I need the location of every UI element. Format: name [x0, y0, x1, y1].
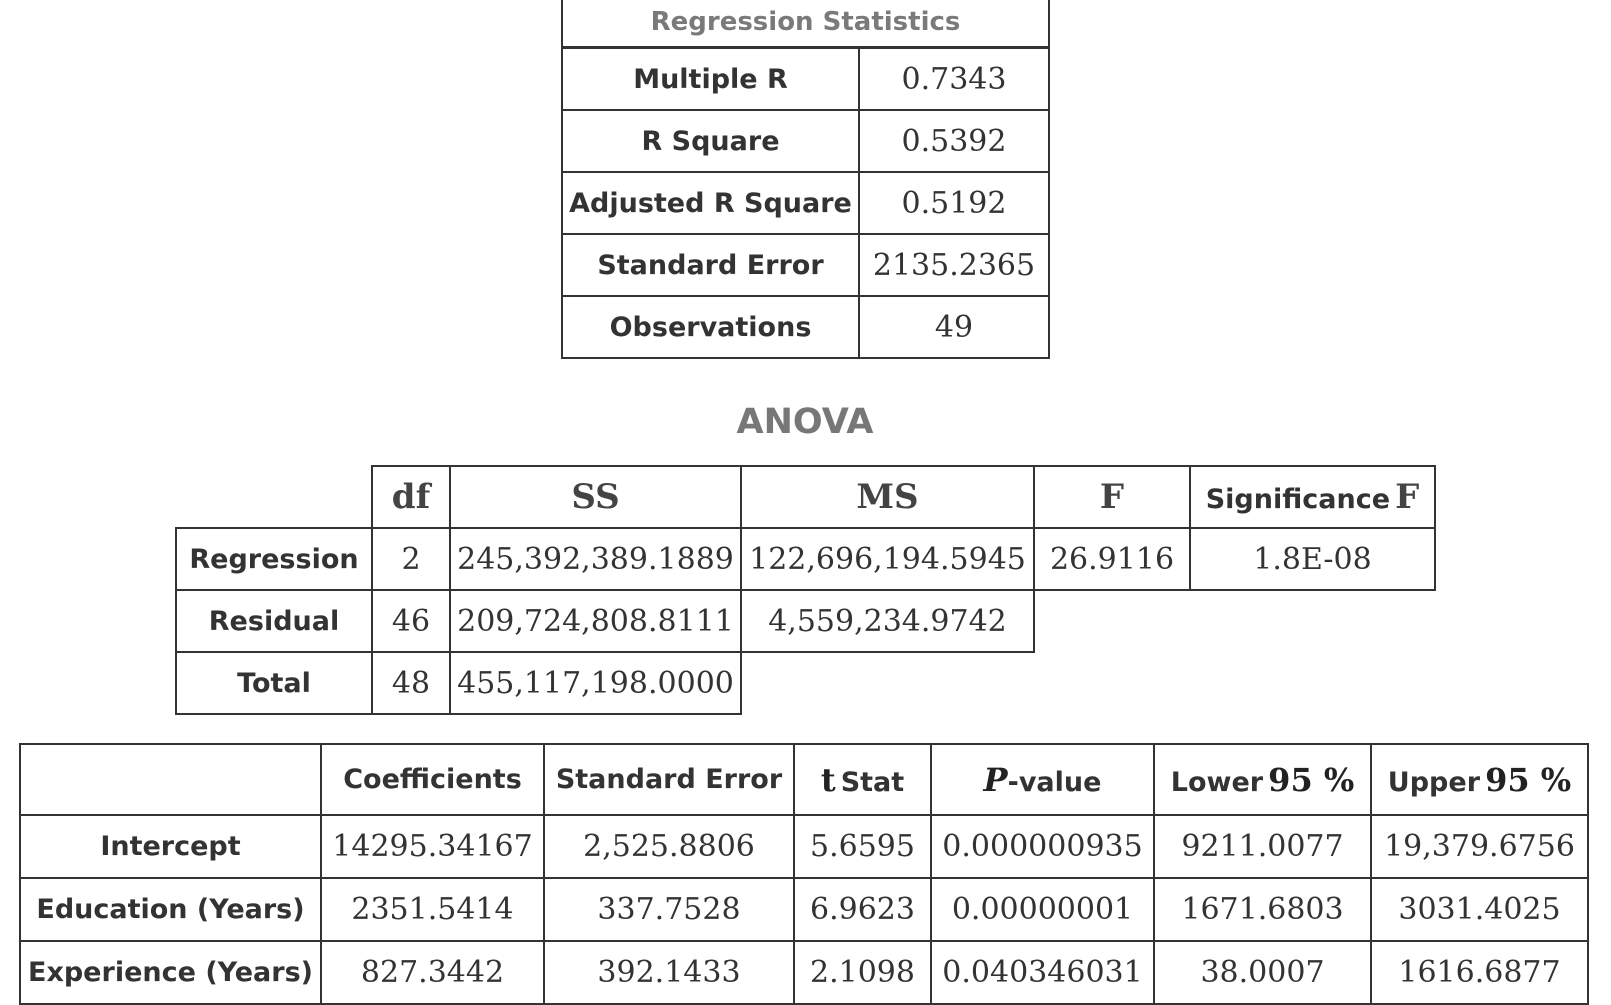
table-row: [562, 234, 1049, 296]
table-row: [20, 878, 1588, 941]
stat-value-multiple-r: 0.7343: [859, 48, 1049, 111]
row-label-regression: Regression: [176, 528, 372, 590]
cell-ss: 455,117,198.0000: [450, 652, 741, 714]
cell-t-stat: 5.6595: [794, 815, 931, 878]
cell-coefficient: 827.3442: [321, 941, 544, 1004]
cell-p-value: 0.040346031: [931, 941, 1154, 1004]
stat-value-r-square: 0.5392: [859, 110, 1049, 172]
header-significance-f-letter: F: [1395, 477, 1420, 517]
stat-label-standard-error: Standard Error: [562, 234, 859, 296]
header-upper-text: Upper: [1387, 766, 1481, 798]
cell-coefficient: 14295.34167: [321, 815, 544, 878]
cell-ss: 209,724,808.8111: [450, 590, 741, 652]
header-coefficients: Coefficients: [321, 744, 544, 815]
header-f: F: [1034, 466, 1190, 528]
stat-label-adjusted-r-square: Adjusted R Square: [562, 172, 859, 234]
table-row: [176, 528, 1435, 590]
header-t-stat: [794, 744, 931, 815]
cell-df: 48: [372, 652, 450, 714]
cell-standard-error: 2,525.8806: [544, 815, 794, 878]
empty-cell: [176, 466, 372, 528]
empty-cell: [20, 744, 321, 815]
stat-label-r-square: R Square: [562, 110, 859, 172]
coefficients-table: [19, 743, 1589, 1005]
header-p-value: [931, 744, 1154, 815]
table-row: [562, 110, 1049, 172]
header-lower-text: Lower: [1170, 766, 1264, 798]
table-row: [20, 941, 1588, 1004]
cell-standard-error: 392.1433: [544, 941, 794, 1004]
empty-cell: [741, 652, 1435, 714]
cell-p-value: 0.000000935: [931, 815, 1154, 878]
row-label-residual: Residual: [176, 590, 372, 652]
row-label-experience: Experience (Years): [20, 941, 321, 1004]
stat-value-observations: 49: [859, 296, 1049, 358]
table-header-row: [176, 466, 1435, 528]
header-upper-95: [1371, 744, 1588, 815]
cell-p-value: 0.00000001: [931, 878, 1154, 941]
table-row: [176, 652, 1435, 714]
header-significance-f: [1190, 466, 1435, 528]
table-row: [20, 815, 1588, 878]
table-header-row: [20, 744, 1588, 815]
row-label-intercept: Intercept: [20, 815, 321, 878]
row-label-total: Total: [176, 652, 372, 714]
header-p-value-text: -value: [1007, 766, 1102, 798]
header-p-letter: P: [983, 760, 1008, 799]
row-label-education: Education (Years): [20, 878, 321, 941]
cell-lower-95: 9211.0077: [1154, 815, 1371, 878]
header-significance-text: Significance: [1205, 484, 1391, 515]
table-row: [176, 590, 1435, 652]
stat-label-multiple-r: Multiple R: [562, 48, 859, 111]
empty-cell: [1034, 590, 1435, 652]
cell-ms: 122,696,194.5945: [741, 528, 1034, 590]
header-t-stat-text: Stat: [840, 766, 905, 798]
cell-f: 26.9116: [1034, 528, 1190, 590]
cell-coefficient: 2351.5414: [321, 878, 544, 941]
cell-df: 46: [372, 590, 450, 652]
cell-lower-95: 38.0007: [1154, 941, 1371, 1004]
stat-label-observations: Observations: [562, 296, 859, 358]
header-upper-pct: 95 %: [1485, 760, 1572, 799]
header-ms: MS: [741, 466, 1034, 528]
header-standard-error: Standard Error: [544, 744, 794, 815]
cell-ss: 245,392,389.1889: [450, 528, 741, 590]
cell-upper-95: 1616.6877: [1371, 941, 1588, 1004]
cell-significance-f: 1.8E-08: [1190, 528, 1435, 590]
header-df: df: [372, 466, 450, 528]
stat-value-adjusted-r-square: 0.5192: [859, 172, 1049, 234]
header-t-letter: t: [820, 760, 836, 799]
regression-statistics-table: [561, 0, 1050, 359]
table-row: [562, 48, 1049, 111]
stat-value-standard-error: 2135.2365: [859, 234, 1049, 296]
header-lower-95: [1154, 744, 1371, 815]
table-row: [562, 172, 1049, 234]
header-ss: SS: [450, 466, 741, 528]
anova-table: [175, 465, 1436, 715]
cell-standard-error: 337.7528: [544, 878, 794, 941]
regression-statistics-title: Regression Statistics: [562, 0, 1049, 48]
cell-t-stat: 6.9623: [794, 878, 931, 941]
cell-df: 2: [372, 528, 450, 590]
cell-ms: 4,559,234.9742: [741, 590, 1034, 652]
cell-upper-95: 3031.4025: [1371, 878, 1588, 941]
table-row: [562, 296, 1049, 358]
cell-lower-95: 1671.6803: [1154, 878, 1371, 941]
anova-title: ANOVA: [736, 402, 874, 442]
cell-t-stat: 2.1098: [794, 941, 931, 1004]
header-lower-pct: 95 %: [1268, 760, 1355, 799]
cell-upper-95: 19,379.6756: [1371, 815, 1588, 878]
